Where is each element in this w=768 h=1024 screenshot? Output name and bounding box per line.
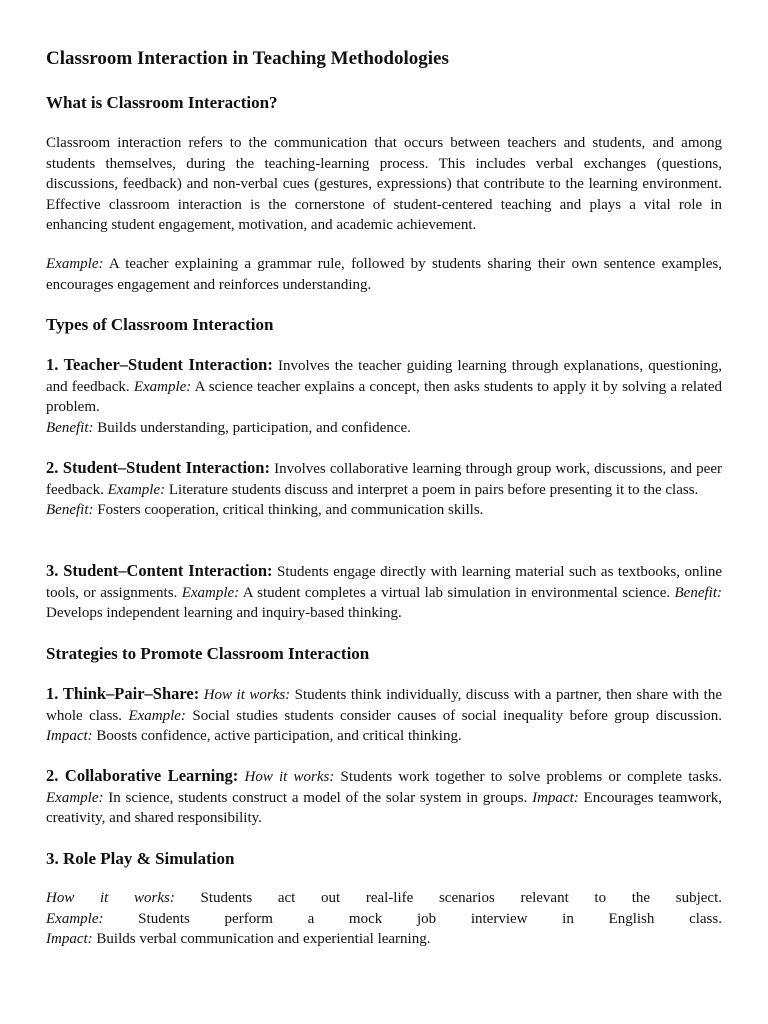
what-paragraph: Classroom interaction refers to the communication that occurs between teachers and students, and among students themselves, during the teaching-learning process. This includes verbal exchanges (questions, discussions, feedback) and non-verbal cues (gestures, expressions) that contribute to the learning environment. Effective classroom interaction is the cornerstone of student-centered teaching and plays a vital role in enhancing student engagement, motivation, and academic achievement. bbox=[46, 135, 722, 234]
strategy-item-2 bbox=[46, 766, 722, 829]
type-item-2-example-text: Literature students discuss and interpret a poem in pairs before presenting it to the class. bbox=[165, 481, 699, 498]
strategy-item-1-how-text: Students think individually, discuss with a partner, then share with the whole class. bbox=[46, 687, 722, 724]
strategy-item-2-example-label: Example: bbox=[46, 789, 104, 806]
strategy-item-2-how-label: How it works: bbox=[244, 769, 335, 785]
type-item-1-example-label: Example: bbox=[133, 378, 192, 395]
strategy-item-2-impact-label: Impact: bbox=[532, 789, 579, 806]
type-item-3-example-text: A student completes a virtual lab simulation in environmental science. bbox=[239, 584, 675, 601]
section-strategies bbox=[46, 642, 722, 666]
strategy-item-3-how-text: Students act out real-life scenarios relevant to the subject. bbox=[174, 890, 722, 906]
strategy-item-2-example-text: In science, students construct a model of the solar system in groups. bbox=[103, 789, 533, 806]
type-item-2-benefit-text: Fosters cooperation, critical thinking, and communication skills. bbox=[93, 502, 484, 519]
strategy-item-1-example-label: Example: bbox=[128, 707, 186, 724]
strategy-item-3-example-text: Students perform a mock job interview in English class. bbox=[103, 910, 722, 927]
section-heading-what: What is Classroom Interaction? bbox=[46, 93, 278, 112]
strategy-item-3-impact-text: Builds verbal communication and experiential learning. bbox=[92, 931, 431, 948]
type-item-1-example-text: A science teacher explains a concept, then asks students to apply it by solving a related problem. bbox=[46, 378, 722, 416]
type-item-3 bbox=[46, 561, 722, 624]
type-item-1-benefit-label: Benefit: bbox=[46, 419, 94, 436]
section-heading-types: Types of Classroom Interaction bbox=[46, 315, 274, 334]
strategy-item-3-heading-block bbox=[46, 847, 722, 871]
what-example-block bbox=[46, 254, 722, 295]
strategy-item-1-example-text: Social studies students consider causes of social inequality before group discussion. bbox=[185, 707, 722, 724]
strategy-item-3-impact bbox=[46, 929, 722, 950]
strategy-item-3-impact-label: Impact: bbox=[46, 931, 93, 948]
type-item-2 bbox=[46, 458, 722, 521]
type-item-2-example-label: Example: bbox=[107, 481, 166, 498]
strategy-item-1-text bbox=[46, 684, 722, 747]
type-item-2-lead: 2. Student–Student Interaction: bbox=[46, 458, 270, 477]
strategy-item-2-how-text: Students work together to solve problems or complete tasks. bbox=[334, 769, 723, 785]
strategy-item-3 bbox=[46, 888, 722, 950]
type-item-3-text bbox=[46, 561, 722, 624]
type-item-2-desc: Involves collaborative learning through group work, discussions, and peer feedback. bbox=[46, 461, 722, 498]
document-title: Classroom Interaction in Teaching Methodologies bbox=[46, 48, 449, 69]
strategy-item-2-impact-text: Encourages teamwork, creativity, and shared responsibility. bbox=[46, 789, 723, 827]
type-item-2-text bbox=[46, 458, 722, 521]
strategy-item-3-example bbox=[46, 909, 722, 930]
type-item-3-lead: 3. Student–Content Interaction: bbox=[46, 561, 273, 580]
example-label: Example: bbox=[46, 256, 104, 272]
type-item-3-desc: Students engage directly with learning material such as textbooks, online tools, or assignments. bbox=[46, 564, 722, 601]
what-example bbox=[46, 254, 722, 295]
section-what bbox=[46, 91, 722, 115]
strategy-item-1-impact-label: Impact: bbox=[46, 728, 93, 745]
strategy-item-1 bbox=[46, 684, 722, 747]
strategy-item-3-how bbox=[46, 888, 722, 909]
strategy-item-3-heading: 3. Role Play & Simulation bbox=[46, 849, 235, 868]
strategy-item-3-example-label: Example: bbox=[46, 910, 104, 927]
strategy-item-2-text bbox=[46, 766, 722, 829]
strategy-item-1-impact-text: Boosts confidence, active participation, and critical thinking. bbox=[92, 728, 462, 745]
type-item-1-lead: 1. Teacher–Student Interaction: bbox=[46, 355, 273, 374]
section-types bbox=[46, 313, 722, 337]
strategy-item-3-how-label: How it works: bbox=[46, 890, 175, 906]
strategy-item-1-how-label: How it works: bbox=[203, 687, 291, 703]
type-item-2-benefit-label: Benefit: bbox=[46, 502, 94, 519]
what-paragraph-block bbox=[46, 133, 722, 236]
type-item-3-benefit-text: Develops independent learning and inquiry-based thinking. bbox=[46, 605, 402, 622]
example-text: A teacher explaining a grammar rule, followed by students sharing their own sentence examples, encourages engagement and reinforces understanding. bbox=[46, 256, 722, 293]
type-item-3-benefit-label: Benefit: bbox=[674, 584, 722, 601]
section-heading-strategies: Strategies to Promote Classroom Interaction bbox=[46, 644, 370, 663]
type-item-1-desc: Involves the teacher guiding learning through explanations, questioning, and feedback. bbox=[46, 358, 723, 395]
strategy-item-2-lead: 2. Collaborative Learning: bbox=[46, 766, 239, 785]
type-item-1-text bbox=[46, 355, 722, 438]
type-item-3-example-label: Example: bbox=[181, 584, 240, 601]
type-item-1-benefit-text: Builds understanding, participation, and confidence. bbox=[93, 419, 411, 436]
strategy-item-1-lead: 1. Think–Pair–Share: bbox=[46, 684, 200, 703]
type-item-1 bbox=[46, 355, 722, 438]
